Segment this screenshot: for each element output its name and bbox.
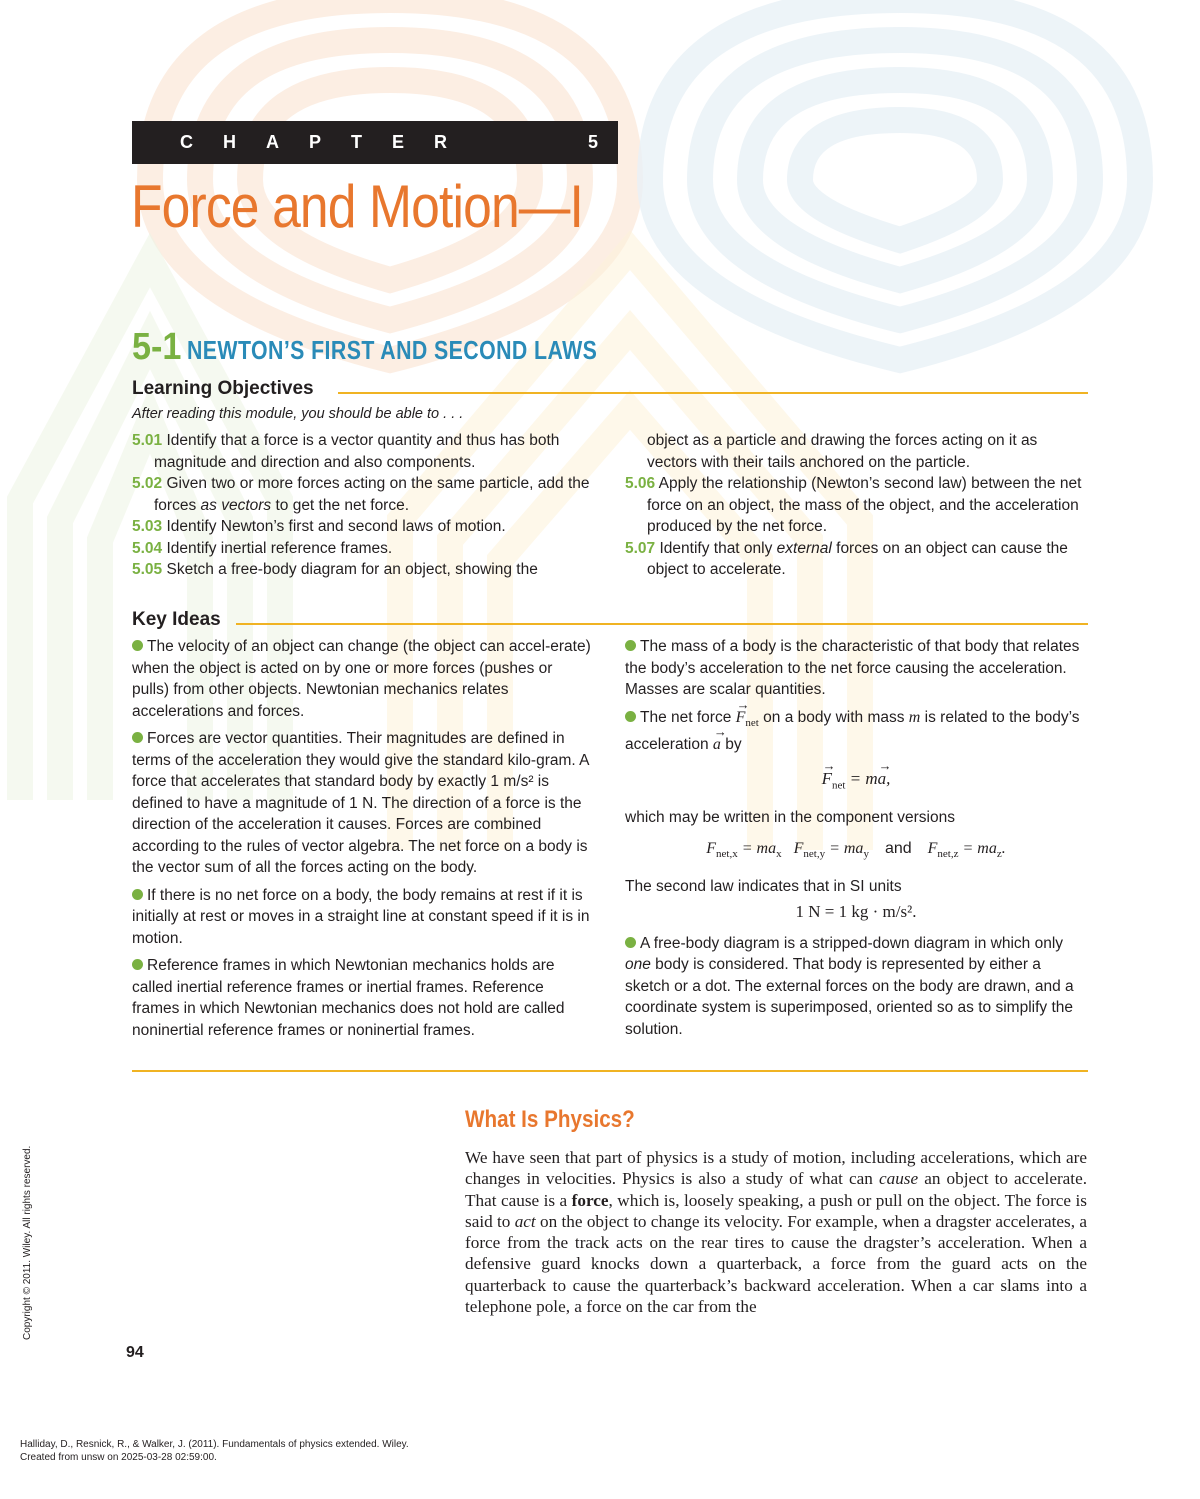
bullet-icon: [132, 732, 143, 743]
chapter-title: Force and Motion—I: [131, 173, 583, 240]
key-idea-item: If there is no net force on a body, the body remains at rest if it is initially at rest or moves in a straight line at constant speed if it is in motion.: [132, 886, 590, 947]
copyright-notice: Copyright © 2011. Wiley. All rights reserved.: [22, 1145, 33, 1340]
learning-objectives-heading: Learning Objectives: [132, 378, 314, 399]
chapter-label: CHAPTER: [180, 132, 478, 152]
module-number: 5-1: [132, 326, 182, 368]
components-text: which may be written in the component versions: [625, 808, 955, 826]
key-ideas-bottom-rule: [132, 1070, 1088, 1072]
key-idea-item: The mass of a body is the characteristic of that body that relates the body’s acceleration to the net force causing the acceleration. Masses are scalar quantities.: [625, 638, 1080, 698]
key-ideas-heading: Key Ideas: [132, 609, 221, 630]
objective-item: 5.02 Given two or more forces acting on the same particle, add the forces as vectors to get the net force.: [132, 475, 590, 514]
chapter-bar: [132, 121, 618, 164]
bullet-icon: [625, 640, 636, 651]
si-units-text: The second law indicates that in SI units: [625, 877, 902, 895]
objective-item: 5.04 Identify inertial reference frames.: [132, 539, 393, 557]
what-is-physics-paragraph: We have seen that part of physics is a study of motion, including accelerations, which are changes in velocities. Physics is also a study of what can cause an object to accelerate. That cause is a force, which is, loosely speaking, a push or pull on the object. The force is said to act on the object to change its velocity. For example, when a dragster accelerates, a force from the track acts on the rear tires to cause the dragster’s acceleration. When a defensive guard knocks down a quarterback, a force from the guard acts on the quarterback to cause the quarterback’s backward acceleration. When a car slams into a telephone pole, a force on the car from the: [465, 1148, 1088, 1317]
footer-citation: Halliday, D., Resnick, R., & Walker, J. (2011). Fundamentals of physics extended. Wiley.: [20, 1439, 409, 1450]
objective-continuation: object as a particle and drawing the forces acting on it as vectors with their tails anchored on the particle.: [647, 432, 1038, 471]
chapter-number: 5: [588, 132, 599, 152]
footer-created: Created from unsw on 2025-03-28 02:59:00.: [20, 1452, 217, 1463]
key-idea-item: The net force → $F_{net}$ on a body with mass m is related to the body’s acceleration → a by: [625, 707, 1087, 756]
bullet-icon: [132, 889, 143, 900]
key-idea-item: Forces are vector quantities. Their magnitudes are defined in terms of the acceleration they would give the standard kilo-gram. A force that accelerates that standard body by exactly 1 m/s² is defined to have a magnitude of 1 N. The direction of a force is the direction of the acceleration it causes. Forces are combined according to the rules of vector algebra. The net force on a body is the vector sum of all the forces acting on the body.: [132, 730, 589, 876]
objective-item: 5.03 Identify Newton’s first and second laws of motion.: [132, 518, 506, 535]
objective-item: 5.07 Identify that only external forces on an object can cause the object to accelerate.: [625, 539, 1068, 578]
equation-components: $F_{net,x} = ma_x$ $F_{net,y} = ma_y$ and $F_{net,z} = ma_z$.: [706, 840, 1006, 861]
objective-item: 5.05 Sketch a free-body diagram for an object, showing the: [132, 561, 538, 578]
key-idea-item: A free-body diagram is a stripped-down diagram in which only one body is considered. That body is represented by either a sketch or a dot. The external forces on the body are drawn, and a coordinate system is superimposed, oriented so as to simplify the solution.: [625, 934, 1074, 1038]
bullet-icon: [132, 640, 143, 651]
blue-drop-pattern: [650, 0, 1140, 360]
key-ideas-left-column: [132, 636, 592, 1047]
objectives-right-column: [625, 430, 1087, 581]
objective-item: 5.06 Apply the relationship (Newton’s second law) between the net force on an object, the mass of the object, and the acceleration produced by the net force.: [625, 475, 1082, 535]
key-ideas-rule: [236, 623, 1088, 625]
objective-item: 5.01 Identify that a force is a vector quantity and thus has both magnitude and direction and also components.: [132, 432, 560, 471]
bullet-icon: [625, 711, 636, 722]
page-number: 94: [126, 1344, 144, 1361]
what-is-physics-heading: What Is Physics?: [465, 1106, 635, 1133]
module-title: NEWTON’S FIRST AND SECOND LAWS: [187, 335, 598, 365]
key-idea-item: Reference frames in which Newtonian mechanics holds are called inertial reference frames or inertial frames. Reference frames in which Newtonian mechanics does not hold are called noninertial reference frames or noninertial frames.: [132, 957, 565, 1039]
key-ideas-right-column: [625, 636, 1087, 1046]
learning-objectives-intro: After reading this module, you should be able to . . .: [132, 406, 464, 422]
objectives-left-column: [132, 430, 592, 581]
module-heading: [132, 326, 688, 369]
key-idea-item: The velocity of an object can change (the object can accel-erate) when the object is acted on by one or more forces (pushes or pulls) from other objects. Newtonian mechanics relates accelerations and forces.: [132, 638, 591, 720]
equation-si-units: 1 N = 1 kg · m/s².: [795, 902, 917, 922]
bullet-icon: [132, 959, 143, 970]
equation-newton-second-law: → $F_{net} = m\to a$,: [625, 768, 1087, 797]
learning-objectives-rule: [338, 392, 1088, 394]
bullet-icon: [625, 937, 636, 948]
